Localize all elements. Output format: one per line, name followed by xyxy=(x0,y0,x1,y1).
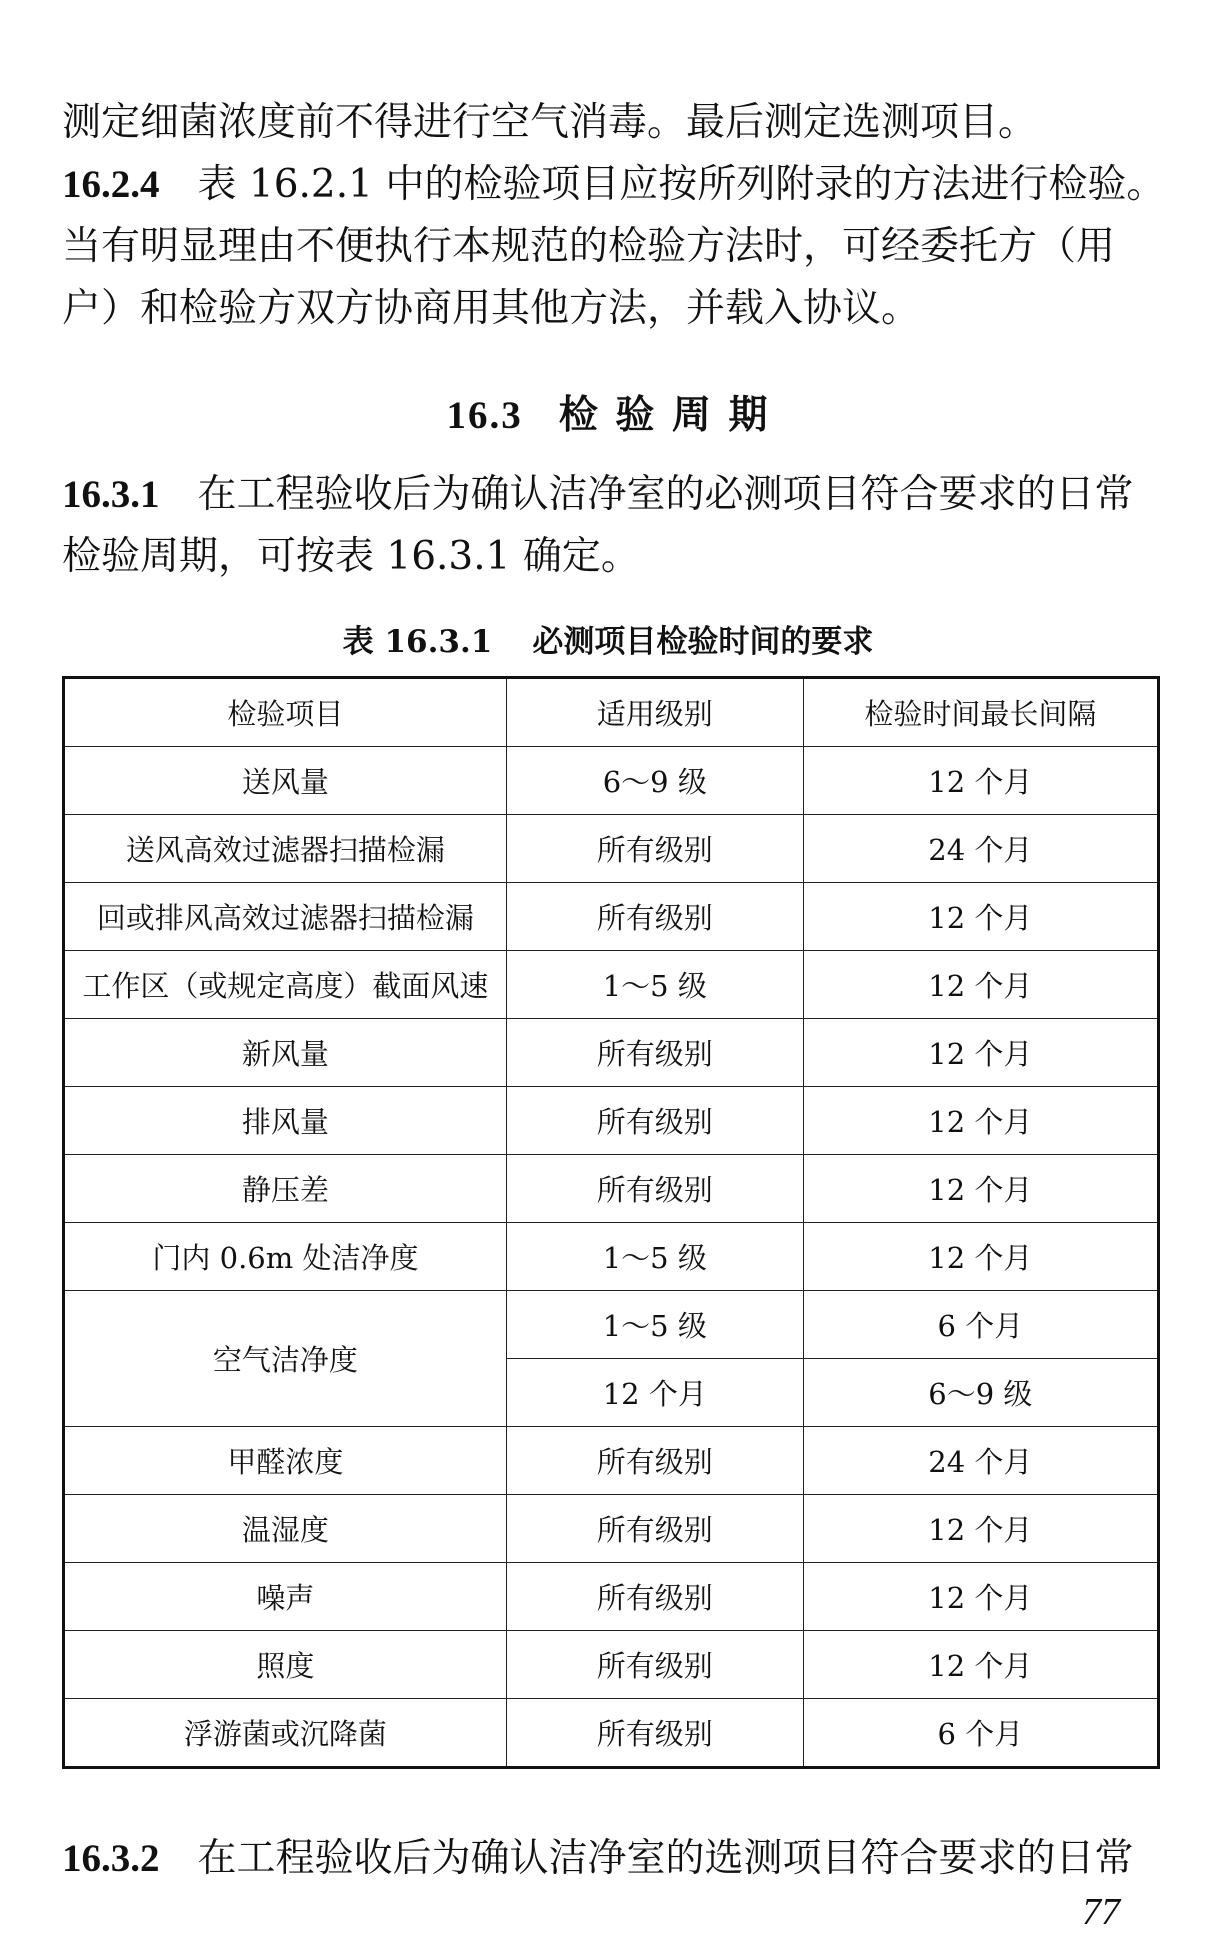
table-row xyxy=(64,1631,1159,1699)
table-cell: 12 个月 xyxy=(506,1359,803,1427)
table-cell: 1～5 级 xyxy=(506,951,803,1019)
table-cell: 静压差 xyxy=(64,1155,507,1223)
table-row xyxy=(64,1019,1159,1087)
table-cell: 送风高效过滤器扫描检漏 xyxy=(64,815,507,883)
text-line: 检验周期，可按表 16.3.1 确定。 xyxy=(62,534,640,579)
table-cell: 1～5 级 xyxy=(506,1223,803,1291)
paragraph-16-3-2 xyxy=(62,1834,1162,1884)
table-cell: 12 个月 xyxy=(803,1495,1158,1563)
table-cell: 12 个月 xyxy=(803,951,1158,1019)
table-cell: 12 个月 xyxy=(803,1155,1158,1223)
table-cell: 甲醛浓度 xyxy=(64,1427,507,1495)
table-cell: 12 个月 xyxy=(803,883,1158,951)
table-row xyxy=(64,951,1159,1019)
table-cell: 工作区（或规定高度）截面风速 xyxy=(64,951,507,1019)
table-cell: 24 个月 xyxy=(803,815,1158,883)
table-row xyxy=(64,815,1159,883)
table-cell: 所有级别 xyxy=(506,1699,803,1768)
table-cell: 回或排风高效过滤器扫描检漏 xyxy=(64,883,507,951)
header-cell: 检验时间最长间隔 xyxy=(803,678,1158,747)
table-cell: 24 个月 xyxy=(803,1427,1158,1495)
table-cell: 温湿度 xyxy=(64,1495,507,1563)
table-cell: 所有级别 xyxy=(506,1427,803,1495)
table-row xyxy=(64,1699,1159,1768)
clause-number: 16.3.2 xyxy=(62,1837,160,1880)
table-caption-title: 必测项目检验时间的要求 xyxy=(532,624,874,660)
section-title: 检 验 周 期 xyxy=(558,392,770,438)
table-cell: 12 个月 xyxy=(803,747,1158,815)
table-cell: 所有级别 xyxy=(506,815,803,883)
clause-text: 在工程验收后为确认洁净室的选测项目符合要求的日常 xyxy=(197,1836,1134,1881)
clause-number: 16.2.4 xyxy=(62,163,160,206)
text-line: 测定细菌浓度前不得进行空气消毒。最后测定选测项目。 xyxy=(62,100,1038,145)
table-cell: 6～9 级 xyxy=(506,747,803,815)
table-cell: 送风量 xyxy=(64,747,507,815)
table-caption xyxy=(0,616,1216,661)
page-number: 77 xyxy=(1082,1891,1120,1933)
table-cell: 浮游菌或沉降菌 xyxy=(64,1699,507,1768)
table-row xyxy=(64,1087,1159,1155)
table-cell: 12 个月 xyxy=(803,1087,1158,1155)
table-cell: 新风量 xyxy=(64,1019,507,1087)
table-cell: 所有级别 xyxy=(506,1019,803,1087)
text-line: 当有明显理由不便执行本规范的检验方法时，可经委托方（用 xyxy=(62,224,1116,269)
table-row xyxy=(64,1155,1159,1223)
section-number: 16.3 xyxy=(446,394,523,437)
table-cell: 12 个月 xyxy=(803,1631,1158,1699)
table-cell: 6 个月 xyxy=(803,1699,1158,1768)
table-row xyxy=(64,1563,1159,1631)
table-cell: 12 个月 xyxy=(803,1019,1158,1087)
table-row xyxy=(64,747,1159,815)
table-cell: 12 个月 xyxy=(803,1563,1158,1631)
table-cell: 排风量 xyxy=(64,1087,507,1155)
clause-number: 16.3.1 xyxy=(62,473,160,516)
table-cell: 门内 0.6m 处洁净度 xyxy=(64,1223,507,1291)
table-cell: 所有级别 xyxy=(506,1155,803,1223)
header-cell: 适用级别 xyxy=(506,678,803,747)
paragraph-16-3-1 xyxy=(62,470,1162,520)
section-heading xyxy=(0,384,1216,440)
table-cell: 6～9 级 xyxy=(803,1359,1158,1427)
table-row xyxy=(64,1427,1159,1495)
table-cell: 所有级别 xyxy=(506,1087,803,1155)
paragraph-16-2-4 xyxy=(62,160,1166,210)
table-cell: 所有级别 xyxy=(506,1495,803,1563)
table-cell: 12 个月 xyxy=(803,1223,1158,1291)
table-row xyxy=(64,1291,1159,1359)
table-row xyxy=(64,1495,1159,1563)
table-row xyxy=(64,1223,1159,1291)
header-cell: 检验项目 xyxy=(64,678,507,747)
table-cell: 1～5 级 xyxy=(506,1291,803,1359)
table-cell: 噪声 xyxy=(64,1563,507,1631)
clause-text: 表 16.2.1 中的检验项目应按所列附录的方法进行检验。 xyxy=(197,162,1166,207)
table-cell: 所有级别 xyxy=(506,1563,803,1631)
clause-text: 在工程验收后为确认洁净室的必测项目符合要求的日常 xyxy=(197,472,1134,517)
table-cell: 所有级别 xyxy=(506,883,803,951)
table-cell: 照度 xyxy=(64,1631,507,1699)
table-row xyxy=(64,883,1159,951)
inspection-interval-table xyxy=(62,676,1160,1769)
table-caption-number: 表 16.3.1 xyxy=(342,624,493,660)
table-cell: 6 个月 xyxy=(803,1291,1158,1359)
table-cell-merged: 空气洁净度 xyxy=(64,1291,507,1427)
table-header-row xyxy=(64,678,1159,747)
text-line: 户）和检验方双方协商用其他方法，并载入协议。 xyxy=(62,286,921,331)
table-cell: 所有级别 xyxy=(506,1631,803,1699)
